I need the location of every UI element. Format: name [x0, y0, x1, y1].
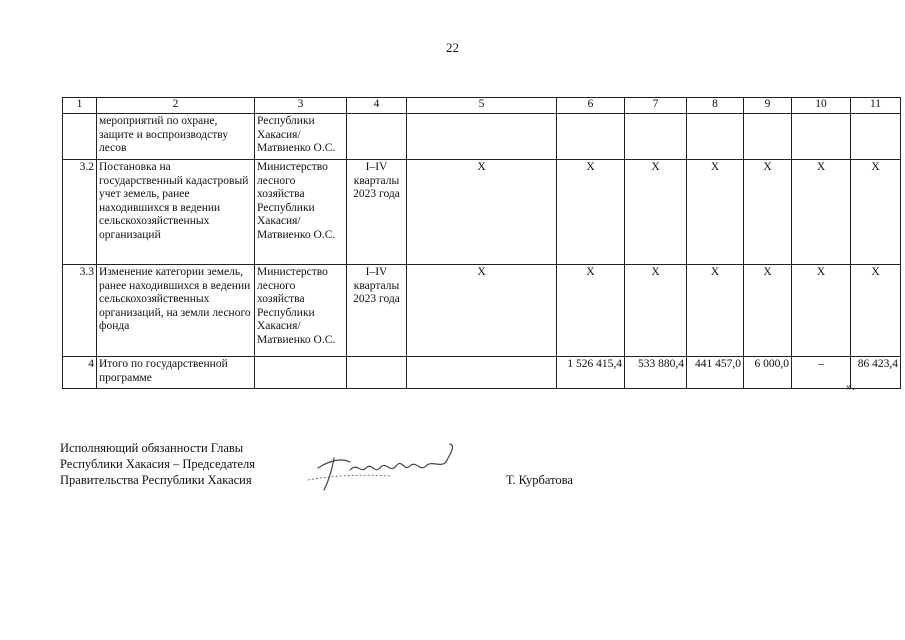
column-number-row: [63, 98, 901, 114]
signatory-title: [60, 440, 255, 488]
row-number: 4: [63, 357, 97, 389]
value-col-10: X: [792, 265, 851, 357]
signatory-title-line: Исполняющий обязанности Главы: [60, 441, 244, 455]
value-col-5: X: [407, 265, 557, 357]
column-number: 5: [407, 98, 557, 114]
value-col-9: X: [744, 160, 792, 265]
value-col-5: [407, 357, 557, 389]
value-col-7: X: [625, 265, 687, 357]
activity-name: мероприятий по охране, защите и воспроизводству лесов: [97, 114, 255, 160]
column-number: 2: [97, 98, 255, 114]
column-number: 10: [792, 98, 851, 114]
period: I–IV кварталы 2023 года: [347, 265, 407, 357]
signatory-name: Т. Курбатова: [506, 473, 573, 487]
closing-quote-mark: ».: [846, 379, 855, 393]
activity-name: Постановка на государственный кадастровый учет земель, ранее находившихся в ведении сельскохозяйственных организаций: [97, 160, 255, 265]
value-col-9: 6 000,0: [744, 357, 792, 389]
executor: Министерство лесного хозяйства Республики Хакасия/ Матвиенко О.С.: [255, 265, 347, 357]
value-col-11: 86 423,4: [851, 357, 901, 389]
period: I–IV кварталы 2023 года: [347, 160, 407, 265]
table-row: [63, 114, 901, 160]
table-row: [63, 160, 901, 265]
executor: Республики Хакасия/ Матвиенко О.С.: [255, 114, 347, 160]
activity-name: Итого по государственной программе: [97, 357, 255, 389]
value-col-9: X: [744, 265, 792, 357]
value-col-5: [407, 114, 557, 160]
row-number: [63, 114, 97, 160]
column-number: 7: [625, 98, 687, 114]
value-col-10: [792, 114, 851, 160]
value-col-8: 441 457,0: [687, 357, 744, 389]
value-col-11: X: [851, 160, 901, 265]
executor: Министерство лесного хозяйства Республики Хакасия/ Матвиенко О.С.: [255, 160, 347, 265]
column-number: 1: [63, 98, 97, 114]
row-number: 3.2: [63, 160, 97, 265]
value-col-6: [557, 114, 625, 160]
period: [347, 114, 407, 160]
value-col-11: [851, 114, 901, 160]
period: [347, 357, 407, 389]
value-col-11: X: [851, 265, 901, 357]
value-col-10: X: [792, 160, 851, 265]
column-number: 9: [744, 98, 792, 114]
program-table: [62, 97, 901, 389]
value-col-6: X: [557, 160, 625, 265]
signatory-title-line: Правительства Республики Хакасия: [60, 473, 252, 487]
value-col-7: X: [625, 160, 687, 265]
total-row: [63, 357, 901, 389]
column-number: 3: [255, 98, 347, 114]
value-col-10: –: [792, 357, 851, 389]
table-row: [63, 265, 901, 357]
value-col-7: [625, 114, 687, 160]
page-number: 22: [446, 40, 459, 55]
value-col-5: X: [407, 160, 557, 265]
value-col-6: 1 526 415,4: [557, 357, 625, 389]
column-number: 4: [347, 98, 407, 114]
column-number: 8: [687, 98, 744, 114]
executor: [255, 357, 347, 389]
column-number: 11: [851, 98, 901, 114]
value-col-8: X: [687, 160, 744, 265]
value-col-9: [744, 114, 792, 160]
value-col-6: X: [557, 265, 625, 357]
value-col-8: X: [687, 265, 744, 357]
handwritten-signature: [300, 440, 470, 495]
column-number: 6: [557, 98, 625, 114]
activity-name: Изменение категории земель, ранее находившихся в ведении сельскохозяйственных организаций, на земли лесного фонда: [97, 265, 255, 357]
signatory-title-line: Республики Хакасия – Председателя: [60, 457, 256, 471]
value-col-8: [687, 114, 744, 160]
row-number: 3.3: [63, 265, 97, 357]
value-col-7: 533 880,4: [625, 357, 687, 389]
